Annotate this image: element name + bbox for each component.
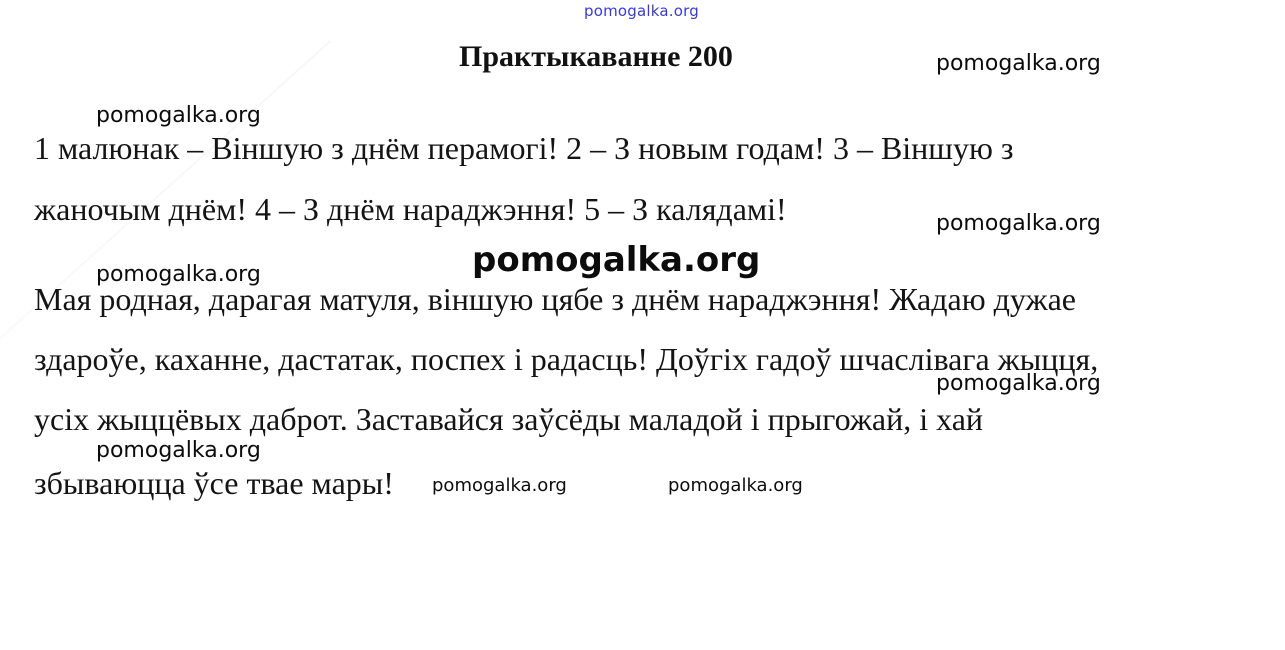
watermark: pomogalka.org: [936, 51, 1101, 76]
exercise-title: Практыкаванне 200: [459, 40, 733, 73]
paragraph2-line-2: здароўе, каханне, дастатак, поспех і радасць! Доўгіх гадоў шчаслівага жыцця,: [34, 341, 1099, 377]
paragraph1-line-1: 1 малюнак – Віншую з днём перамогі! 2 – З новым годам! 3 – Віншую з: [34, 130, 1014, 166]
watermark: pomogalka.org: [96, 262, 261, 287]
watermark: pomogalka.org: [936, 211, 1101, 236]
watermark: pomogalka.org: [96, 438, 261, 463]
watermark: pomogalka.org: [936, 371, 1101, 396]
watermark: pomogalka.org: [668, 475, 803, 496]
watermark: pomogalka.org: [432, 475, 567, 496]
paragraph1-line-2: жаночым днём! 4 – З днём нараджэння! 5 – З калядамі!: [34, 191, 787, 227]
watermark: pomogalka.org: [96, 103, 261, 128]
paragraph2-line-4: збываюцца ўсе твае мары!: [34, 465, 394, 501]
site-link[interactable]: pomogalka.org: [584, 2, 699, 20]
watermark-large: pomogalka.org: [472, 240, 761, 280]
paragraph2-line-1: Мая родная, дарагая матуля, віншую цябе з днём нараджэння! Жадаю дужае: [34, 281, 1076, 317]
paragraph2-line-3: усіх жыццёвых даброт. Заставайся заўсёды маладой і прыгожай, і хай: [34, 401, 984, 437]
